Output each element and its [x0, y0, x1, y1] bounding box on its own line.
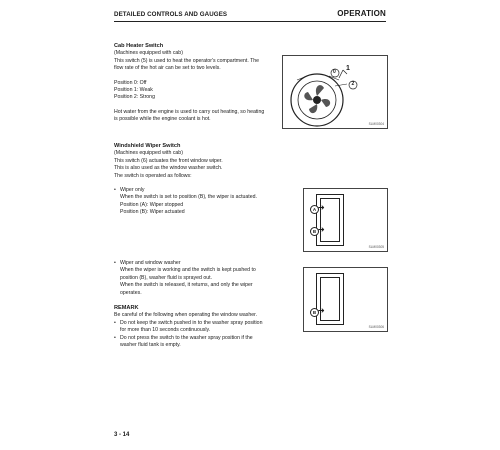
fan-label-2: 2 — [351, 81, 355, 87]
remark-heading: REMARK — [114, 305, 139, 311]
cab-heater-position-1: Position 1: Weak — [114, 87, 153, 94]
position-b-label: B — [310, 227, 319, 236]
fan-label-1: 1 — [346, 65, 350, 72]
wiper-figure-2 — [303, 267, 388, 332]
page-number: 3 - 14 — [114, 432, 130, 438]
cab-heater-hot-1: Hot water from the engine is used to carry out heating, so heating — [114, 108, 265, 115]
right-arrow-icon: ➜ — [318, 203, 325, 212]
cab-heater-desc-1: This switch (5) is used to heat the operator's compartment. The — [114, 57, 260, 64]
cab-heater-note: (Machines equipped with cab) — [114, 50, 183, 57]
position-b-label: B — [310, 308, 319, 317]
wiper-desc-3: The switch is operated as follows: — [114, 172, 192, 179]
cab-heater-heading: Cab Heater Switch — [114, 43, 164, 49]
position-a-label: A — [310, 205, 319, 214]
right-arrow-icon: ➜ — [318, 225, 325, 234]
wiper-washer-3: When the switch is released, it returns, and only the wiper — [120, 282, 253, 289]
cab-heater-desc-2: flow rate of the hot air can be set to two levels. — [114, 65, 221, 72]
wiper-washer-section — [114, 260, 274, 297]
wiper-figure-1 — [303, 188, 388, 252]
remark-bullet-2b: washer fluid tank is empty. — [120, 342, 181, 349]
wiper-section — [114, 143, 274, 217]
cab-heater-position-2: Position 2: Strong — [114, 94, 155, 101]
remark-section — [114, 305, 274, 349]
chapter-title: OPERATION — [337, 9, 386, 18]
header-divider — [114, 21, 386, 22]
fan-icon — [283, 56, 387, 128]
remark-intro: Be careful of the following when operating the window washer. — [114, 312, 258, 319]
figure-code: SLM00305 — [368, 245, 384, 249]
remark-bullet-1a: • Do not keep the switch pushed in to the washer spray position — [114, 320, 274, 327]
figure-code: SLM00306 — [368, 325, 384, 329]
remark-bullet-2a: • Do not press the switch to the washer spray position if the — [114, 335, 274, 342]
wiper-heading: Windshield Wiper Switch — [114, 143, 181, 149]
cab-heater-section — [114, 43, 274, 124]
section-title: DETAILED CONTROLS AND GAUGES — [114, 11, 228, 18]
figure-code: SLM00304 — [368, 122, 384, 126]
fan-label-0: 0 — [333, 69, 336, 75]
wiper-washer-4: operates. — [120, 289, 142, 296]
wiper-only-title: • Wiper only — [114, 187, 274, 194]
cab-heater-position-0: Position 0: Off — [114, 79, 147, 86]
wiper-desc-1: This switch (6) actuates the front window wiper. — [114, 157, 223, 164]
wiper-only-3: Position (B): Wiper actuated — [120, 209, 185, 216]
wiper-desc-2: This is also used as the window washer switch. — [114, 165, 223, 172]
wiper-washer-title: • Wiper and window washer — [114, 260, 274, 267]
remark-bullet-1b: for more than 10 seconds continuously. — [120, 327, 211, 334]
wiper-note: (Machines equipped with cab) — [114, 150, 183, 157]
wiper-washer-1: When the wiper is working and the switch is kept pushed to — [120, 267, 256, 274]
wiper-washer-2: position (B), washer fluid is sprayed out. — [120, 274, 212, 281]
cab-heater-figure — [282, 55, 388, 129]
wiper-only-1: When the switch is set to position (B), the wiper is actuated. — [120, 194, 257, 201]
cab-heater-hot-2: is possible while the engine coolant is hot. — [114, 116, 211, 123]
right-arrow-icon: ➜ — [318, 306, 325, 315]
wiper-only-2: Position (A): Wiper stopped — [120, 201, 184, 208]
